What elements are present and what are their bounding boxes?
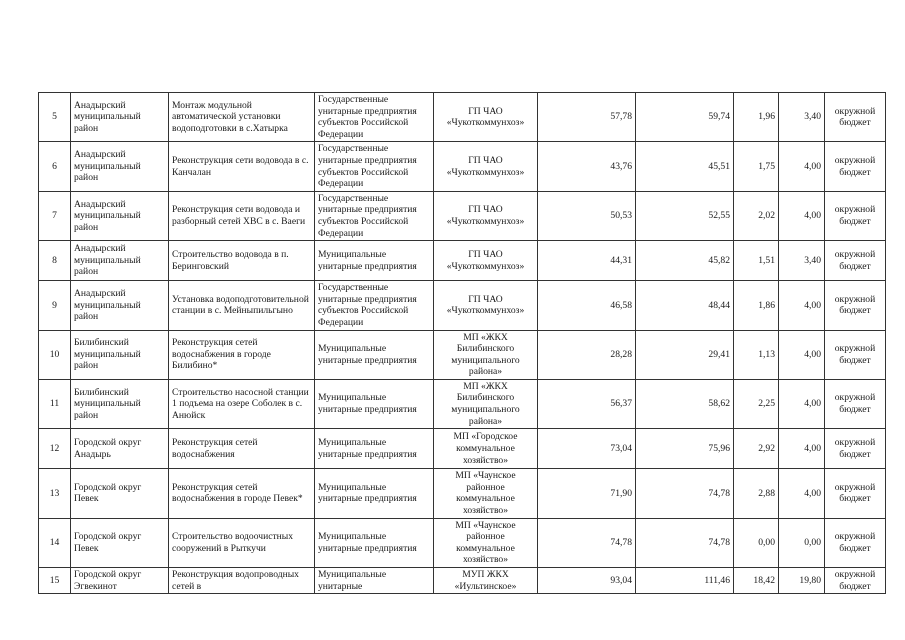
source-cell: окружной бюджет bbox=[825, 568, 886, 594]
table-row bbox=[39, 568, 886, 594]
value-1-cell: 71,90 bbox=[538, 469, 636, 518]
project-cell: Строительство насосной станции 1 подъема на озере Соболек в с. Анюйск bbox=[169, 379, 315, 428]
district-cell: Городской округ Эгвекинот bbox=[71, 568, 169, 594]
row-number: 7 bbox=[39, 191, 71, 240]
value-4-cell: 19,80 bbox=[779, 568, 825, 594]
project-cell: Строительство водоочистных сооружений в Рыткучи bbox=[169, 518, 315, 567]
value-4-cell: 4,00 bbox=[779, 330, 825, 379]
table-row bbox=[39, 241, 886, 281]
value-4-cell: 4,00 bbox=[779, 142, 825, 191]
operator-cell: МП «Чаунское районное коммунальное хозяйство» bbox=[434, 469, 538, 518]
table-row bbox=[39, 469, 886, 518]
row-number: 14 bbox=[39, 518, 71, 567]
project-cell: Реконструкция сетей водоснабжения в городе Билибино* bbox=[169, 330, 315, 379]
value-2-cell: 111,46 bbox=[636, 568, 734, 594]
table-body bbox=[39, 93, 886, 594]
table-row bbox=[39, 518, 886, 567]
ownership-cell: Государственные унитарные предприятия субъектов Российской Федерации bbox=[315, 281, 434, 330]
ownership-cell: Муниципальные унитарные предприятия bbox=[315, 469, 434, 518]
value-2-cell: 74,78 bbox=[636, 469, 734, 518]
value-4-cell: 4,00 bbox=[779, 191, 825, 240]
value-3-cell: 1,86 bbox=[734, 281, 779, 330]
row-number: 15 bbox=[39, 568, 71, 594]
row-number: 8 bbox=[39, 241, 71, 281]
value-3-cell: 18,42 bbox=[734, 568, 779, 594]
value-3-cell: 0,00 bbox=[734, 518, 779, 567]
ownership-cell: Государственные унитарные предприятия субъектов Российской Федерации bbox=[315, 93, 434, 142]
source-cell: окружной бюджет bbox=[825, 241, 886, 281]
source-cell: окружной бюджет bbox=[825, 142, 886, 191]
value-4-cell: 0,00 bbox=[779, 518, 825, 567]
value-4-cell: 4,00 bbox=[779, 379, 825, 428]
district-cell: Анадырский муниципальный район bbox=[71, 142, 169, 191]
ownership-cell: Муниципальные унитарные предприятия bbox=[315, 518, 434, 567]
value-2-cell: 45,82 bbox=[636, 241, 734, 281]
value-2-cell: 58,62 bbox=[636, 379, 734, 428]
operator-cell: МП «Городское коммунальное хозяйство» bbox=[434, 429, 538, 469]
value-2-cell: 29,41 bbox=[636, 330, 734, 379]
operator-cell: ГП ЧАО «Чукоткоммунхоз» bbox=[434, 191, 538, 240]
ownership-cell: Муниципальные унитарные bbox=[315, 568, 434, 594]
row-number: 12 bbox=[39, 429, 71, 469]
district-cell: Анадырский муниципальный район bbox=[71, 241, 169, 281]
value-3-cell: 1,75 bbox=[734, 142, 779, 191]
project-cell: Реконструкция сетей водоснабжения bbox=[169, 429, 315, 469]
value-2-cell: 48,44 bbox=[636, 281, 734, 330]
source-cell: окружной бюджет bbox=[825, 518, 886, 567]
ownership-cell: Муниципальные унитарные предприятия bbox=[315, 379, 434, 428]
ownership-cell: Государственные унитарные предприятия субъектов Российской Федерации bbox=[315, 191, 434, 240]
project-cell: Строительство водовода в п. Беринговский bbox=[169, 241, 315, 281]
value-1-cell: 57,78 bbox=[538, 93, 636, 142]
table-row bbox=[39, 93, 886, 142]
project-cell: Установка водоподготовительной станции в с. Мейныпильгыно bbox=[169, 281, 315, 330]
operator-cell: МП «ЖКХ Билибинского муниципального района» bbox=[434, 379, 538, 428]
ownership-cell: Государственные унитарные предприятия субъектов Российской Федерации bbox=[315, 142, 434, 191]
ownership-cell: Муниципальные унитарные предприятия bbox=[315, 429, 434, 469]
value-2-cell: 45,51 bbox=[636, 142, 734, 191]
value-3-cell: 1,51 bbox=[734, 241, 779, 281]
value-2-cell: 59,74 bbox=[636, 93, 734, 142]
district-cell: Билибинский муниципальный район bbox=[71, 379, 169, 428]
project-cell: Монтаж модульной автоматической установки водоподготовки в с.Хатырка bbox=[169, 93, 315, 142]
project-cell: Реконструкция сети водовода в с. Канчалан bbox=[169, 142, 315, 191]
project-cell: Реконструкция сети водовода и разборный сетей ХВС в с. Ваеги bbox=[169, 191, 315, 240]
value-3-cell: 2,02 bbox=[734, 191, 779, 240]
value-3-cell: 1,13 bbox=[734, 330, 779, 379]
value-2-cell: 75,96 bbox=[636, 429, 734, 469]
value-1-cell: 44,31 bbox=[538, 241, 636, 281]
source-cell: окружной бюджет bbox=[825, 379, 886, 428]
source-cell: окружной бюджет bbox=[825, 330, 886, 379]
value-1-cell: 73,04 bbox=[538, 429, 636, 469]
value-1-cell: 43,76 bbox=[538, 142, 636, 191]
source-cell: окружной бюджет bbox=[825, 281, 886, 330]
value-1-cell: 28,28 bbox=[538, 330, 636, 379]
district-cell: Городской округ Анадырь bbox=[71, 429, 169, 469]
row-number: 13 bbox=[39, 469, 71, 518]
district-cell: Анадырский муниципальный район bbox=[71, 93, 169, 142]
value-4-cell: 4,00 bbox=[779, 281, 825, 330]
data-table bbox=[38, 92, 886, 594]
table-row bbox=[39, 281, 886, 330]
row-number: 11 bbox=[39, 379, 71, 428]
value-3-cell: 2,25 bbox=[734, 379, 779, 428]
source-cell: окружной бюджет bbox=[825, 469, 886, 518]
project-cell: Реконструкция водопроводных сетей в bbox=[169, 568, 315, 594]
district-cell: Билибинский муниципальный район bbox=[71, 330, 169, 379]
value-4-cell: 3,40 bbox=[779, 93, 825, 142]
row-number: 10 bbox=[39, 330, 71, 379]
table-row bbox=[39, 191, 886, 240]
ownership-cell: Муниципальные унитарные предприятия bbox=[315, 241, 434, 281]
value-1-cell: 56,37 bbox=[538, 379, 636, 428]
district-cell: Городской округ Певек bbox=[71, 469, 169, 518]
value-1-cell: 46,58 bbox=[538, 281, 636, 330]
value-2-cell: 52,55 bbox=[636, 191, 734, 240]
ownership-cell: Муниципальные унитарные предприятия bbox=[315, 330, 434, 379]
value-1-cell: 50,53 bbox=[538, 191, 636, 240]
value-3-cell: 2,92 bbox=[734, 429, 779, 469]
district-cell: Городской округ Певек bbox=[71, 518, 169, 567]
operator-cell: МП «ЖКХ Билибинского муниципального района» bbox=[434, 330, 538, 379]
row-number: 9 bbox=[39, 281, 71, 330]
value-1-cell: 74,78 bbox=[538, 518, 636, 567]
source-cell: окружной бюджет bbox=[825, 93, 886, 142]
district-cell: Анадырский муниципальный район bbox=[71, 281, 169, 330]
operator-cell: ГП ЧАО «Чукоткоммунхоз» bbox=[434, 93, 538, 142]
row-number: 5 bbox=[39, 93, 71, 142]
operator-cell: ГП ЧАО «Чукоткоммунхоз» bbox=[434, 142, 538, 191]
operator-cell: МП «Чаунское районное коммунальное хозяйство» bbox=[434, 518, 538, 567]
project-cell: Реконструкция сетей водоснабжения в городе Певек* bbox=[169, 469, 315, 518]
district-cell: Анадырский муниципальный район bbox=[71, 191, 169, 240]
operator-cell: ГП ЧАО «Чукоткоммунхоз» bbox=[434, 241, 538, 281]
table-row bbox=[39, 142, 886, 191]
operator-cell: ГП ЧАО «Чукоткоммунхоз» bbox=[434, 281, 538, 330]
value-4-cell: 3,40 bbox=[779, 241, 825, 281]
value-3-cell: 2,88 bbox=[734, 469, 779, 518]
source-cell: окружной бюджет bbox=[825, 191, 886, 240]
table-row bbox=[39, 429, 886, 469]
operator-cell: МУП ЖКХ «Иультинское» bbox=[434, 568, 538, 594]
source-cell: окружной бюджет bbox=[825, 429, 886, 469]
value-4-cell: 4,00 bbox=[779, 429, 825, 469]
table-row bbox=[39, 330, 886, 379]
value-2-cell: 74,78 bbox=[636, 518, 734, 567]
table-row bbox=[39, 379, 886, 428]
value-4-cell: 4,00 bbox=[779, 469, 825, 518]
value-3-cell: 1,96 bbox=[734, 93, 779, 142]
value-1-cell: 93,04 bbox=[538, 568, 636, 594]
row-number: 6 bbox=[39, 142, 71, 191]
